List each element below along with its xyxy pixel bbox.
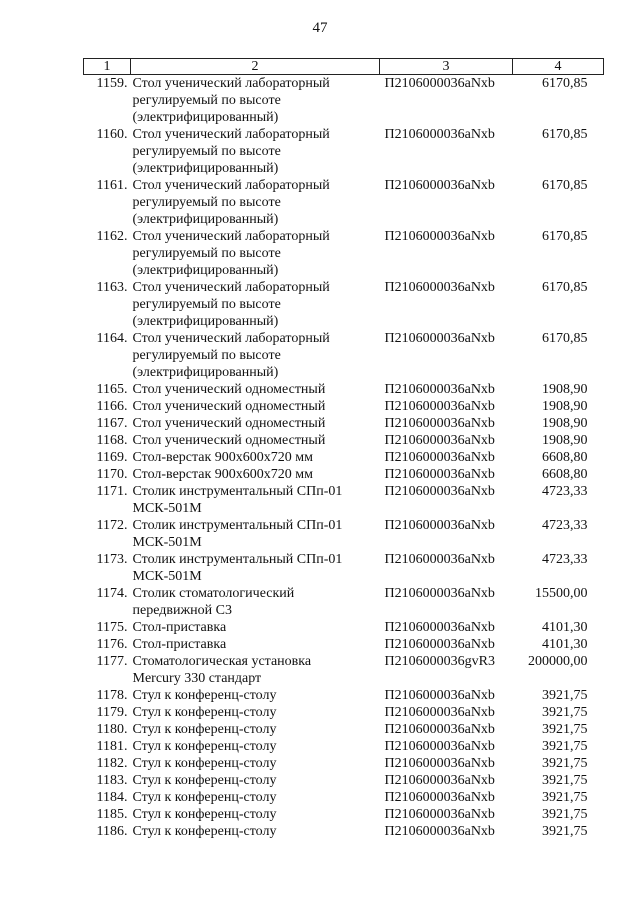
item-name-line: Стол-верстак 900x600x720 мм [132,450,314,465]
table-row [84,432,604,449]
item-name-line: Стол ученический одноместный [132,433,326,448]
item-name-line: Стоматологическая установка [132,654,312,669]
column-header-3: 3 [380,59,513,75]
row-number: 1174. [96,586,128,601]
item-name-line: передвижной С3 [132,603,232,618]
item-name [131,619,380,636]
item-name-line: Стол ученический лабораторный [132,76,330,91]
page-number: 47 [312,20,328,36]
row-number: 1180. [96,722,128,737]
table-row [84,415,604,432]
item-price: 1908,90 [542,399,588,414]
item-price: 4723,33 [542,552,588,567]
item-name [131,381,380,398]
item-code: П2106000036aNxb [384,76,495,91]
item-price: 3921,75 [542,807,588,822]
item-price: 6608,80 [542,467,588,482]
item-name-line: Стол ученический лабораторный [132,331,330,346]
item-name [131,585,380,619]
items-table [83,58,604,840]
item-code: П2106000036aNxb [384,756,495,771]
item-name [131,330,380,381]
item-name-line: (электрифицированный) [132,110,279,125]
table-row [84,466,604,483]
item-name-line: Столик инструментальный СПп-01 [132,484,343,499]
row-number: 1184. [96,790,128,805]
item-name-line: Столик стоматологический [132,586,295,601]
item-name [131,398,380,415]
item-name [131,704,380,721]
item-name-line: Стул к конференц-столу [132,739,277,754]
item-name-line: Mercury 330 стандарт [132,671,262,686]
item-name-line: МСК-501М [132,569,202,584]
item-name [131,415,380,432]
table-row [84,653,604,687]
item-name [131,789,380,806]
item-name-line: Стол ученический лабораторный [132,229,330,244]
item-name-line: Стул к конференц-столу [132,705,277,720]
item-name [131,687,380,704]
item-name-line: Стол ученический одноместный [132,416,326,431]
item-price: 1908,90 [542,433,588,448]
item-price: 4101,30 [542,620,588,635]
row-number: 1170. [96,467,128,482]
item-code: П2106000036aNxb [384,688,495,703]
item-price: 15500,00 [535,586,588,601]
table-row [84,279,604,330]
item-price: 3921,75 [542,773,588,788]
item-name-line: регулируемый по высоте [132,348,281,363]
table-row [84,449,604,466]
item-code: П2106000036aNxb [384,824,495,839]
item-name-line: Стул к конференц-столу [132,722,277,737]
table-body [84,75,604,841]
item-name-line: МСК-501М [132,535,202,550]
item-name-line: Стул к конференц-столу [132,756,277,771]
row-number: 1176. [96,637,128,652]
item-name [131,738,380,755]
item-name-line: Стол-верстак 900x600x720 мм [132,467,314,482]
item-name-line: Стол ученический одноместный [132,382,326,397]
row-number: 1165. [96,382,128,397]
row-number: 1178. [96,688,128,703]
table-row [84,75,604,127]
item-name [131,228,380,279]
item-name-line: Стул к конференц-столу [132,773,277,788]
item-price: 4723,33 [542,518,588,533]
row-number: 1166. [96,399,128,414]
item-code: П2106000036aNxb [384,433,495,448]
item-code: П2106000036aNxb [384,382,495,397]
table-row [84,483,604,517]
row-number: 1173. [96,552,128,567]
item-name-line: Столик инструментальный СПп-01 [132,518,343,533]
table-row [84,772,604,789]
item-price: 6170,85 [542,229,588,244]
item-price: 3921,75 [542,705,588,720]
row-number: 1172. [96,518,128,533]
item-price: 3921,75 [542,722,588,737]
item-price: 4101,30 [542,637,588,652]
table-row [84,721,604,738]
item-code: П2106000036aNxb [384,790,495,805]
item-name-line: (электрифицированный) [132,314,279,329]
item-code: П2106000036aNxb [384,331,495,346]
item-price: 6170,85 [542,280,588,295]
item-name [131,721,380,738]
table-row [84,789,604,806]
header-row [84,59,604,75]
item-name-line: Стул к конференц-столу [132,807,277,822]
item-code: П2106000036aNxb [384,620,495,635]
item-name-line: Стул к конференц-столу [132,824,277,839]
item-code: П2106000036aNxb [384,722,495,737]
item-price: 6170,85 [542,127,588,142]
table-row [84,619,604,636]
item-name-line: регулируемый по высоте [132,297,281,312]
table-row [84,228,604,279]
item-name-line: регулируемый по высоте [132,144,281,159]
item-name-line: регулируемый по высоте [132,195,281,210]
item-name [131,177,380,228]
row-number: 1175. [96,620,128,635]
item-name-line: Стол ученический одноместный [132,399,326,414]
column-header-1: 1 [84,59,131,75]
item-code: П2106000036aNxb [384,467,495,482]
table-row [84,738,604,755]
item-code: П2106000036aNxb [384,484,495,499]
item-name [131,517,380,551]
table-row [84,823,604,840]
table-row [84,398,604,415]
item-name [131,483,380,517]
row-number: 1182. [96,756,128,771]
item-price: 4723,33 [542,484,588,499]
table-row [84,381,604,398]
table-row [84,755,604,772]
table-row [84,551,604,585]
item-name-line: (электрифицированный) [132,365,279,380]
item-name [131,551,380,585]
item-code: П2106000036aNxb [384,229,495,244]
item-price: 3921,75 [542,739,588,754]
item-name-line: регулируемый по высоте [132,93,281,108]
row-number: 1177. [96,654,128,669]
item-price: 1908,90 [542,416,588,431]
row-number: 1164. [96,331,128,346]
item-name-line: МСК-501М [132,501,202,516]
table-row [84,330,604,381]
item-code: П2106000036aNxb [384,739,495,754]
item-price: 1908,90 [542,382,588,397]
item-code: П2106000036aNxb [384,807,495,822]
table-row [84,585,604,619]
row-number: 1163. [96,280,128,295]
item-name [131,466,380,483]
row-number: 1183. [96,773,128,788]
item-code: П2106000036aNxb [384,280,495,295]
item-name-line: (электрифицированный) [132,263,279,278]
item-code: П2106000036aNxb [384,773,495,788]
item-price: 6170,85 [542,76,588,91]
item-name [131,653,380,687]
item-code: П2106000036aNxb [384,552,495,567]
item-code: П2106000036aNxb [384,178,495,193]
item-name [131,279,380,330]
item-code: П2106000036aNxb [384,705,495,720]
item-code: П2106000036aNxb [384,416,495,431]
table-row [84,687,604,704]
row-number: 1160. [96,127,128,142]
row-number: 1167. [96,416,128,431]
item-code: П2106000036aNxb [384,127,495,142]
item-price: 3921,75 [542,790,588,805]
item-name [131,126,380,177]
row-number: 1185. [96,807,128,822]
row-number: 1181. [96,739,128,754]
item-code: П2106000036aNxb [384,399,495,414]
item-price: 3921,75 [542,824,588,839]
item-name [131,75,380,127]
table-row [84,126,604,177]
item-price: 3921,75 [542,756,588,771]
item-price: 6170,85 [542,178,588,193]
row-number: 1161. [96,178,128,193]
item-code: П2106000036aNxb [384,518,495,533]
item-name-line: Стол-приставка [132,637,227,652]
item-code: П2106000036aNxb [384,450,495,465]
item-name-line: Стол-приставка [132,620,227,635]
row-number: 1159. [96,76,128,91]
item-price: 3921,75 [542,688,588,703]
item-code: П2106000036gvR3 [384,654,495,669]
item-code: П2106000036aNxb [384,637,495,652]
item-name-line: (электрифицированный) [132,161,279,176]
item-price: 200000,00 [528,654,588,669]
item-name-line: Стул к конференц-столу [132,790,277,805]
row-number: 1171. [96,484,128,499]
item-name [131,806,380,823]
row-number: 1186. [96,824,128,839]
item-name-line: Столик инструментальный СПп-01 [132,552,343,567]
table-row [84,177,604,228]
row-number: 1162. [96,229,128,244]
column-header-4: 4 [513,59,604,75]
item-name-line: Стол ученический лабораторный [132,178,330,193]
item-name-line: Стол ученический лабораторный [132,280,330,295]
item-code: П2106000036aNxb [384,586,495,601]
table-row [84,517,604,551]
row-number: 1169. [96,450,128,465]
table-header [84,59,604,75]
item-name [131,636,380,653]
item-name [131,755,380,772]
table-row [84,636,604,653]
item-name [131,432,380,449]
column-header-2: 2 [131,59,380,75]
item-name [131,823,380,840]
item-price: 6170,85 [542,331,588,346]
table-row [84,704,604,721]
item-name-line: регулируемый по высоте [132,246,281,261]
row-number: 1179. [96,705,128,720]
table-row [84,806,604,823]
item-name-line: Стул к конференц-столу [132,688,277,703]
item-name [131,449,380,466]
row-number: 1168. [96,433,128,448]
item-name [131,772,380,789]
item-name-line: (электрифицированный) [132,212,279,227]
item-price: 6608,80 [542,450,588,465]
item-name-line: Стол ученический лабораторный [132,127,330,142]
